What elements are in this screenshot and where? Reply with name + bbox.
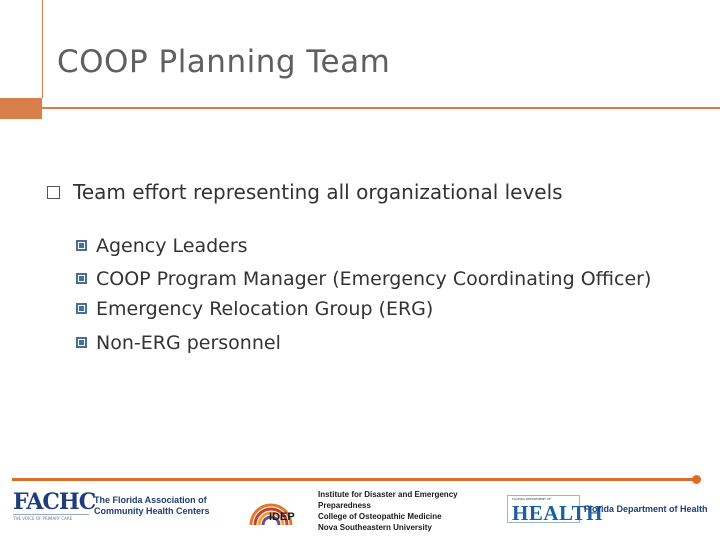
square-bullet-icon bbox=[76, 337, 87, 348]
fdoh-logo-small-text: FLORIDA DEPARTMENT OF bbox=[512, 497, 552, 501]
idep-name-line: Institute for Disaster and Emergency Preparedness bbox=[318, 490, 458, 510]
fachc-logo: FACHC bbox=[13, 489, 96, 515]
sub-bullet-text: Non-ERG personnel bbox=[96, 332, 281, 354]
fachc-tagline: THE VOICE OF PRIMARY CARE bbox=[13, 514, 89, 521]
idep-logo bbox=[247, 487, 311, 527]
square-bullet-icon bbox=[76, 240, 87, 251]
square-bullet-icon bbox=[76, 273, 87, 284]
sub-bullet-item bbox=[76, 234, 706, 258]
fdoh-logo-text: HEALTH bbox=[512, 501, 603, 525]
sub-bullet-list bbox=[76, 234, 706, 364]
sub-bullet-item bbox=[76, 331, 706, 355]
accent-vertical-line bbox=[42, 0, 43, 98]
fdoh-logo bbox=[507, 495, 603, 525]
idep-name-line: College of Osteopathic Medicine bbox=[318, 512, 442, 521]
square-bullet-icon bbox=[76, 303, 87, 314]
hollow-square-bullet-icon bbox=[47, 186, 60, 199]
sub-bullet-text: Agency Leaders bbox=[96, 235, 248, 257]
fdoh-name: Florida Department of Health bbox=[584, 504, 708, 514]
sub-bullet-text: Emergency Relocation Group (ERG) bbox=[96, 298, 434, 320]
fachc-name: The Florida Association of Community Health Centers bbox=[94, 495, 210, 516]
slide-title: COOP Planning Team bbox=[57, 44, 391, 80]
idep-logo-icon bbox=[247, 487, 311, 527]
sub-bullet-item bbox=[76, 267, 706, 291]
accent-horizontal-line bbox=[42, 107, 720, 109]
footer-divider-dot bbox=[692, 475, 701, 484]
idep-name bbox=[318, 489, 508, 533]
main-bullet-text: Team effort representing all organizational levels bbox=[73, 180, 563, 204]
footer-divider bbox=[12, 478, 696, 481]
idep-name-line: Nova Southeastern University bbox=[318, 523, 432, 532]
accent-block bbox=[0, 98, 42, 119]
sub-bullet-item bbox=[76, 297, 706, 321]
sub-bullet-text: COOP Program Manager (Emergency Coordinating Officer) bbox=[96, 268, 652, 290]
idep-logo-text: IDEP bbox=[269, 511, 295, 523]
